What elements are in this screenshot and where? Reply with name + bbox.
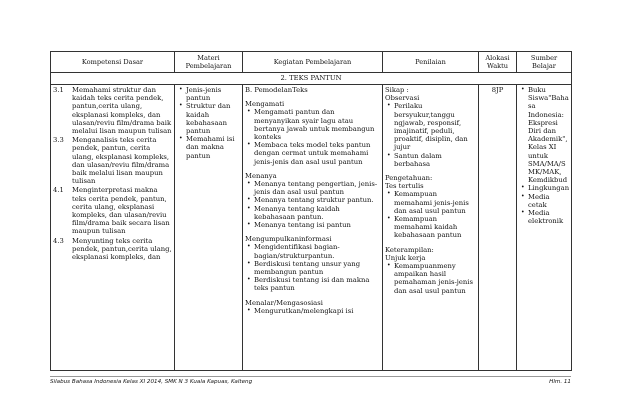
kegiatan-item: • Menanya tentang struktur pantun.	[254, 196, 380, 204]
pengetahuan-heading: Pengetahuan:	[385, 174, 433, 183]
kegiatan-list	[245, 243, 380, 292]
header-kompetensi-dasar: Kompetensi Dasar	[51, 52, 175, 73]
kegiatan-heading: Mengamati	[245, 100, 285, 109]
penilaian-cell	[383, 85, 479, 371]
section-row	[51, 73, 572, 85]
penilaian-item: • Kemampuan memahami kaidah kebahasaan pantun	[394, 215, 476, 240]
sumber-item: • Buku Siswa"Baha sa Indonesia: Ekspresi Diri dan Akademik", Kelas XI untuk SMA/MA/S MK/MAK, Kemdikbud	[528, 86, 569, 184]
kegiatan-list	[245, 180, 380, 229]
materi-item: • Jenis-jenis pantun	[186, 86, 240, 102]
page-footer	[50, 379, 571, 385]
kegiatan-item: • Mengurutkan/melengkapi isi	[254, 307, 380, 315]
kegiatan-cell	[243, 85, 383, 371]
syllabus-table	[50, 51, 572, 371]
kegiatan-item: • Mengamati pantun dan menyanyikan syair lagu atau bertanya jawab untuk membangun konteks	[254, 108, 380, 141]
header-alokasi: Alokasi Waktu	[479, 52, 517, 73]
header-materi: Materi Pembelajaran	[175, 52, 243, 73]
tes-tertulis-label: Tes tertulis	[385, 182, 424, 191]
kd-item: 4.1 Menginterpretasi makna teks cerita pendek, pantun, cerita ulang, eksplanasi kompleks, dan ulasan/reviu film/drama baik secara lisan maupun tulisan	[53, 186, 170, 236]
sumber-cell	[517, 85, 572, 371]
materi-item: • Struktur dan kaidah kebahasaan pantun	[186, 102, 240, 135]
kegiatan-item: • Menanya tentang kaidah kebahasaan pantun.	[254, 205, 380, 221]
header-penilaian: Penilaian	[383, 52, 479, 73]
penilaian-item: • Perilaku bersyukur,tanggu ngjawab, responsif, imajinatif, peduli, proaktif, disiplin, dan jujur	[394, 102, 476, 151]
sikap-heading: Sikap :	[385, 86, 409, 94]
kegiatan-heading: Mengumpulkaninformasi	[245, 235, 332, 244]
keterampilan-heading: Keterampilan:	[385, 245, 434, 254]
kegiatan-item: • Membaca teks model teks pantun dengan cermat untuk memahami jenis-jenis dan asal usul pantun	[254, 141, 380, 166]
kegiatan-heading: Menalar/Mengasosiasi	[245, 298, 323, 307]
kegiatan-heading: Menanya	[245, 171, 277, 180]
header-kegiatan: Kegiatan Pembelajaran	[243, 52, 383, 73]
materi-item: • Memahami isi dan makna pantun	[186, 135, 240, 160]
header-sumber: Sumber Belajar	[517, 52, 572, 73]
kegiatan-item: • Menanya tentang isi pantun	[254, 221, 380, 229]
keterampilan-list	[385, 262, 476, 295]
kegiatan-list	[245, 307, 380, 315]
page-number: Hlm. 11	[549, 379, 571, 385]
footer-title: Silabus Bahasa Indonesia Kelas XI 2014, SMK N 3 Kuala Kapuas, Kalteng	[50, 379, 253, 385]
kegiatan-title: B. PemodelanTeks	[245, 86, 308, 94]
penilaian-item: • Santun dalam berbahasa	[394, 152, 476, 168]
sumber-list	[519, 86, 569, 225]
materi-list	[177, 86, 240, 160]
sikap-list	[385, 102, 476, 168]
materi-cell	[175, 85, 243, 371]
kegiatan-item: • Mengidentifikasi bagian-bagian/strukturpantun.	[254, 243, 380, 259]
sumber-item: • Lingkungan	[528, 184, 569, 192]
kompetensi-cell	[51, 85, 175, 371]
observasi-label: Observasi	[385, 94, 420, 103]
section-title: 2. TEKS PANTUN	[51, 73, 572, 85]
kd-item: 3.3 Menganalisis teks cerita pendek, pantun, cerita ulang, eksplanasi kompleks, dan ulasan/reviu film/drama baik melalui lisan maupun tulisan	[53, 136, 170, 186]
kegiatan-item: • Berdiskusi tentang isi dan makna teks pantun	[254, 276, 380, 292]
kegiatan-item: • Berdiskusi tentang unsur yang membangun pantun	[254, 260, 380, 276]
sumber-item: • Media elektronik	[528, 209, 569, 225]
footer-divider	[50, 376, 571, 377]
penilaian-item: • Kemampuanmeny ampaikan hasil pemahaman jenis-jenis dan asal usul pantun	[394, 262, 476, 295]
kegiatan-item: • Menanya tentang pengertian, jenis-jenis dan asal usul pantun	[254, 180, 380, 196]
unjuk-kerja-label: Unjuk kerja	[385, 253, 426, 262]
kegiatan-list	[245, 108, 380, 165]
sumber-item: • Media cetak	[528, 193, 569, 209]
pengetahuan-list	[385, 190, 476, 239]
penilaian-item: • Kemampuan memahami jenis-jenis dan asal usul pantun	[394, 190, 476, 215]
kd-item: 3.1 Memahami struktur dan kaidah teks cerita pendek, pantun,cerita ulang, eksplanasi kompleks, dan ulasan/reviu film/drama baik melalui lisan maupun tulisan	[53, 86, 172, 136]
header-row	[51, 52, 572, 73]
alokasi-cell: 8JP	[479, 85, 517, 371]
kd-item: 4.3 Menyunting teks cerita pendek, pantun,cerita ulang, eksplanasi kompleks, dan	[53, 236, 172, 262]
content-row	[51, 85, 572, 371]
